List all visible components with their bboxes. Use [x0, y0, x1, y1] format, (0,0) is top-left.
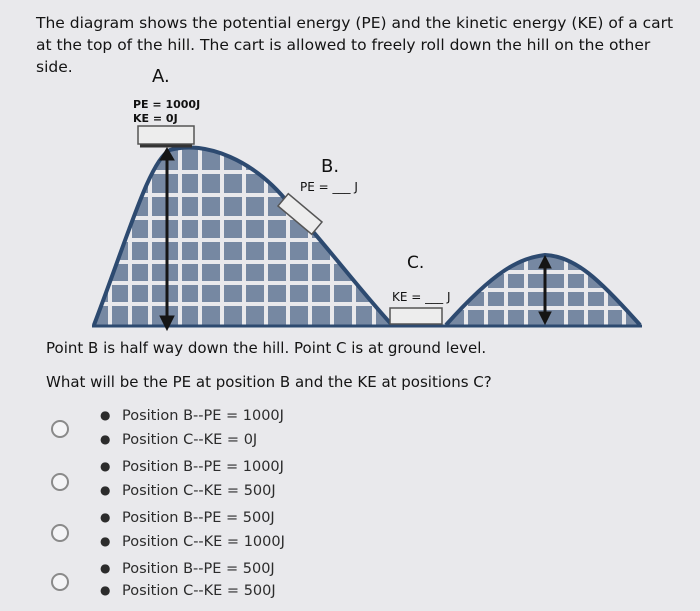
option-1-line-2: Position C--KE = 0J: [122, 432, 258, 448]
point-c-ke: KE = ___ J: [392, 290, 451, 304]
bullet-icon: ●: [100, 510, 111, 524]
question-text: What will be the PE at position B and the KE at positions C?: [46, 373, 492, 391]
option-3-line-2: Position C--KE = 1000J: [122, 534, 285, 550]
option-2-line-1: Position B--PE = 1000J: [122, 459, 284, 475]
bullet-icon: ●: [100, 483, 111, 497]
point-b-label: B.: [321, 156, 340, 177]
radio-button-2[interactable]: [51, 473, 69, 491]
point-b-pe: PE = ___ J: [300, 180, 358, 194]
point-a-ke: KE = 0J: [133, 112, 178, 125]
cart-at-c: [390, 308, 442, 324]
bullet-icon: ●: [100, 432, 111, 446]
bullet-icon: ●: [100, 561, 111, 575]
point-a-label: A.: [152, 66, 170, 87]
bullet-icon: ●: [100, 408, 111, 422]
answer-option-4[interactable]: [0, 561, 700, 611]
point-c-label: C.: [407, 253, 425, 273]
note-text: Point B is half way down the hill. Point C is at ground level.: [46, 339, 487, 357]
small-hill: [430, 240, 650, 330]
option-4-line-2: Position C--KE = 500J: [122, 583, 276, 599]
option-4-line-1: Position B--PE = 500J: [122, 561, 275, 577]
bullet-icon: ●: [100, 534, 111, 548]
bullet-icon: ●: [100, 583, 111, 597]
radio-button-3[interactable]: [51, 524, 69, 542]
answer-option-1[interactable]: [0, 408, 700, 458]
bullet-icon: ●: [100, 459, 111, 473]
radio-button-4[interactable]: [51, 573, 69, 591]
radio-button-1[interactable]: [51, 420, 69, 438]
option-1-line-1: Position B--PE = 1000J: [122, 408, 284, 424]
option-2-line-2: Position C--KE = 500J: [122, 483, 276, 499]
answer-option-3[interactable]: [0, 510, 700, 560]
cart-at-a: [138, 126, 194, 144]
option-3-line-1: Position B--PE = 500J: [122, 510, 275, 526]
big-hill: [80, 140, 400, 330]
point-a-pe: PE = 1000J: [133, 98, 201, 111]
intro-text: The diagram shows the potential energy (PE) and the kinetic energy (KE) of a cart at the top of the hill. The cart is allowed to freely roll down the hill on the other side.: [36, 14, 674, 76]
answer-option-2[interactable]: [0, 459, 700, 509]
